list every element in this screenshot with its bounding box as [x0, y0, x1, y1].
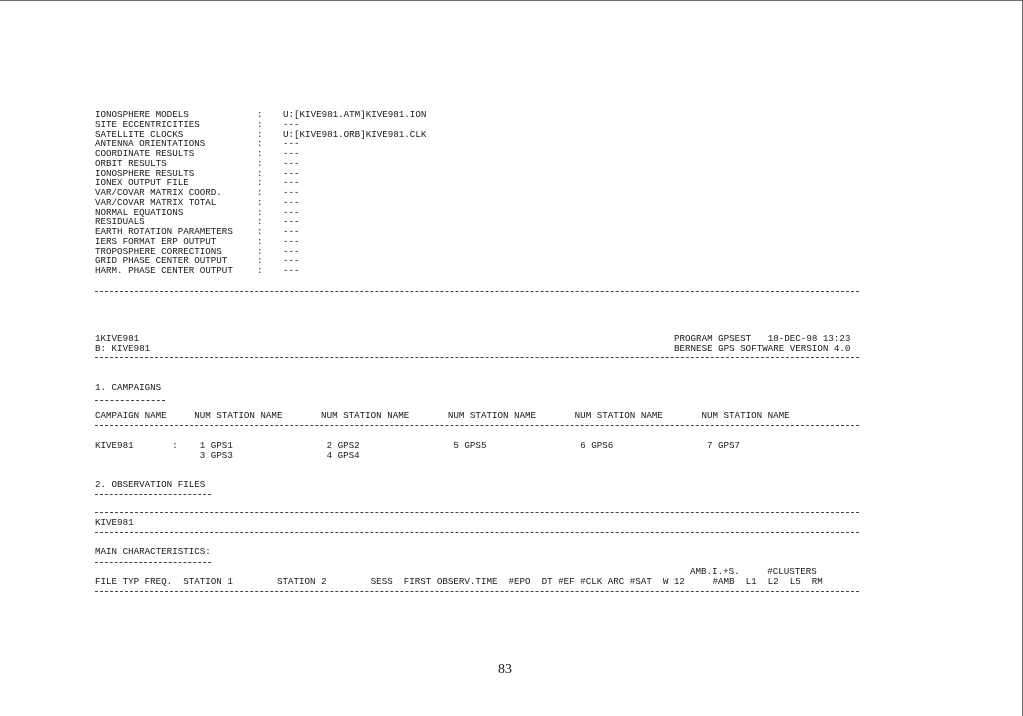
setting-colon: :	[257, 226, 263, 237]
header-run-id: 1KIVE981	[95, 333, 140, 344]
separator-main-characteristics	[95, 591, 859, 592]
setting-label: VAR/COVAR MATRIX COORD.	[95, 187, 222, 198]
setting-value: ---	[283, 255, 300, 267]
separator-campaigns-header	[95, 425, 859, 426]
setting-colon: :	[257, 187, 263, 198]
setting-colon: :	[257, 167, 263, 179]
separator-observation-bottom	[95, 532, 859, 533]
setting-label: ANTENNA ORIENTATIONS	[95, 138, 206, 150]
setting-label: TROPOSPHERE CORRECTIONS	[95, 245, 222, 257]
setting-value: U:[KIVE981.ATM]KIVE981.ION	[283, 109, 427, 120]
campaigns-row-1: KIVE981 : 1 GPS1 2 GPS2 5 GPS5 6 GPS6 7 GPS7	[95, 440, 741, 451]
setting-label: IERS FORMAT ERP OUTPUT	[95, 235, 217, 247]
setting-label: SITE ECCENTRICITIES	[95, 118, 200, 130]
setting-label: IONOSPHERE RESULTS	[95, 167, 195, 179]
main-characteristics-underline	[95, 562, 211, 563]
header-software: BERNESE GPS SOFTWARE VERSION 4.0	[674, 343, 851, 354]
setting-value: ---	[283, 226, 300, 237]
header-campaign: B: KIVE981	[95, 343, 151, 354]
top-border	[0, 0, 1023, 1]
setting-value: ---	[283, 235, 300, 247]
setting-colon: :	[257, 118, 263, 130]
main-characteristics-title: MAIN CHARACTERISTICS:	[95, 546, 211, 557]
setting-colon: :	[257, 177, 263, 189]
setting-label: VAR/COVAR MATRIX TOTAL	[95, 196, 217, 208]
setting-label: HARM. PHASE CENTER OUTPUT	[95, 265, 233, 276]
setting-colon: :	[257, 128, 263, 140]
setting-colon: :	[257, 157, 263, 169]
separator-header	[95, 357, 859, 358]
setting-label: ORBIT RESULTS	[95, 157, 167, 169]
separator-observation-top	[95, 512, 859, 513]
setting-colon: :	[257, 235, 263, 247]
setting-label: COORDINATE RESULTS	[95, 148, 195, 159]
header-program: PROGRAM GPSEST 18-DEC-98 13:23	[674, 333, 851, 344]
setting-value: ---	[283, 196, 300, 208]
setting-colon: :	[257, 265, 263, 276]
setting-colon: :	[257, 196, 263, 208]
separator-settings	[95, 291, 859, 292]
setting-colon: :	[257, 148, 263, 159]
setting-value: ---	[283, 187, 300, 198]
setting-colon: :	[257, 245, 263, 257]
setting-colon: :	[257, 206, 263, 218]
main-characteristics-header-top: AMB.I.+S. #CLUSTERS	[690, 566, 817, 577]
setting-value: ---	[283, 118, 300, 130]
setting-colon: :	[257, 138, 263, 150]
setting-colon: :	[257, 109, 263, 120]
campaigns-column-headers: CAMPAIGN NAME NUM STATION NAME NUM STATION NAME NUM STATION NAME NUM STATION NAME NUM STATION NAME	[95, 410, 790, 421]
setting-value: ---	[283, 167, 300, 179]
observation-campaign: KIVE981	[95, 517, 134, 528]
campaigns-title: 1. CAMPAIGNS	[95, 382, 162, 393]
setting-value: ---	[283, 206, 300, 218]
setting-colon: :	[257, 216, 263, 228]
setting-value: ---	[283, 148, 300, 159]
observation-files-underline	[95, 494, 211, 495]
setting-label: EARTH ROTATION PARAMETERS	[95, 226, 233, 237]
setting-value: ---	[283, 265, 300, 276]
setting-value: ---	[283, 157, 300, 169]
setting-label: IONOSPHERE MODELS	[95, 109, 189, 120]
setting-label: IONEX OUTPUT FILE	[95, 177, 189, 189]
setting-label: RESIDUALS	[95, 216, 145, 228]
setting-label: GRID PHASE CENTER OUTPUT	[95, 255, 228, 267]
setting-value: U:[KIVE981.ORB]KIVE981.CLK	[283, 128, 427, 140]
observation-files-title: 2. OBSERVATION FILES	[95, 479, 206, 490]
setting-value: ---	[283, 138, 300, 150]
setting-colon: :	[257, 255, 263, 267]
setting-value: ---	[283, 177, 300, 189]
page-number: 83	[498, 662, 512, 677]
main-characteristics-column-headers: FILE TYP FREQ. STATION 1 STATION 2 SESS FIRST OBSERV.TIME #EPO DT #EF #CLK ARC #SAT W 12 #AMB L1 L2 L5 RM	[95, 576, 823, 587]
campaigns-underline	[95, 400, 165, 401]
setting-value: ---	[283, 216, 300, 228]
setting-label: SATELLITE CLOCKS	[95, 128, 184, 140]
campaigns-row-2: 3 GPS3 4 GPS4	[95, 450, 360, 461]
setting-label: NORMAL EQUATIONS	[95, 206, 184, 218]
setting-value: ---	[283, 245, 300, 257]
